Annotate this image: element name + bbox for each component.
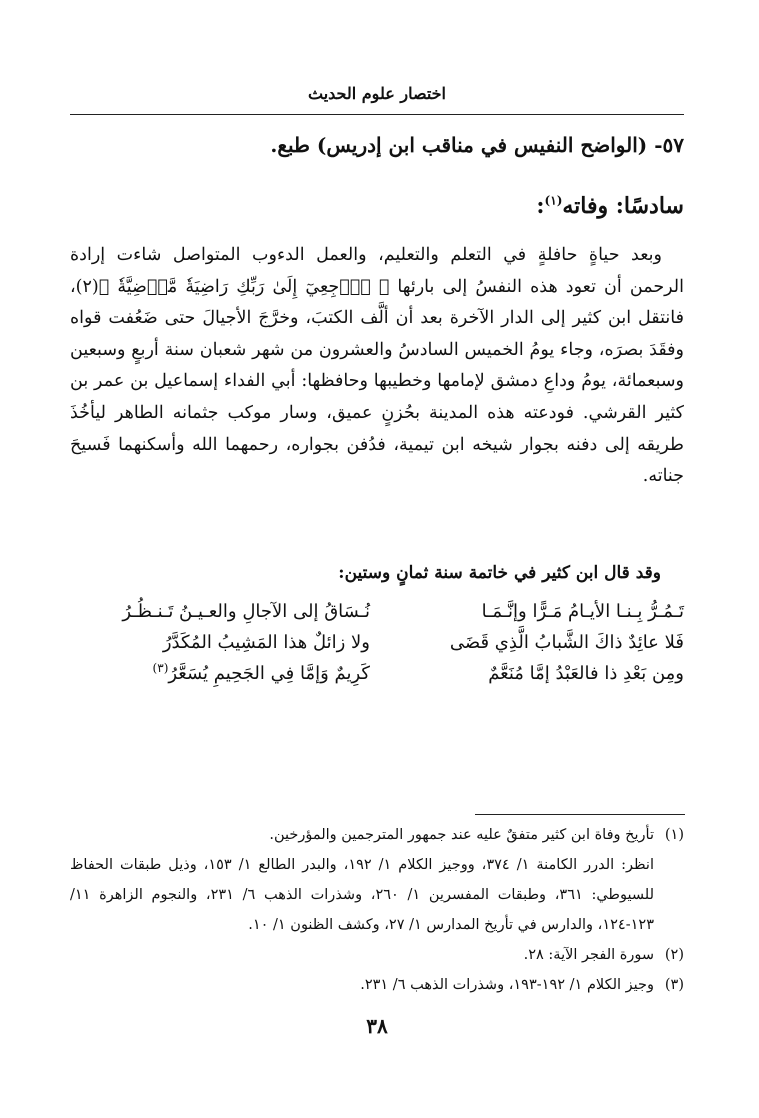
footnote-rule <box>475 814 685 815</box>
verse-second-hemistich <box>70 658 370 689</box>
footnote-number: (٢) <box>664 947 684 963</box>
list-item-57: ٥٧- (الواضح النفيس في مناقب ابن إدريس) طبع. <box>270 133 684 157</box>
footnote <box>70 940 684 970</box>
verse-intro: وقد قال ابن كثير في خاتمة سنة ثمانٍ وستين: <box>338 563 661 583</box>
verse-second-hemistich: ولا زائلٌ هذا المَشِيبُ المُكَدَّرُ <box>162 632 370 653</box>
footnote-number: (٣) <box>664 977 684 993</box>
verse-first-hemistich: ومِن بَعْدِ ذا فالعَبْدُ إمَّا مُنَعَّمٌ <box>488 663 684 684</box>
footnote-ref-1: (١) <box>544 193 563 208</box>
header-rule <box>70 114 684 115</box>
verse-line <box>70 658 684 689</box>
section-heading-text: سادسًا: وفاته <box>562 193 684 219</box>
footnote-text: وجيز الكلام ١/ ١٩٢-١٩٣، وشذرات الذهب ٦/ ٢٣١. <box>360 977 654 993</box>
verse-line <box>70 596 684 627</box>
footnote <box>70 970 684 1000</box>
verse-first-hemistich: تَـمُـرُّ بِـنـا الأيـامُ مَـرًّا وإنَّـمَـا <box>481 601 684 622</box>
footnote-number: (١) <box>664 827 684 843</box>
running-title: اختصار علوم الحديث <box>307 84 446 103</box>
section-heading <box>84 186 684 226</box>
footnote-text: سورة الفجر الآية: ٢٨. <box>523 947 654 963</box>
page-number: ٣٨ <box>366 1014 388 1038</box>
body-paragraph: وبعد حياةٍ حافلةٍ في التعلم والتعليم، والعمل الدءوب المتواصل شاءت إرادة الرحمن أن تعود هذه النفسُ إلى بارئها ﴿ ٱرۡجِعِيٓ إِلَىٰ رَبِّكِ رَاضِيَةٗ مَّرۡضِيَّةٗ ﴾(٢)، فانتقل ابن كثير إلى الدار الآخرة بعد أن ألَّف الكتبَ، وخرَّجَ الأجيالَ حتى ضَعُفت قواه وفقَدَ بصرَه، وجاء يومُ الخميس السادسُ والعشرون من شهر شعبان سنة أربعٍ وسبعين وسبعمائة، يومُ وداعِ دمشق لإمامها وخطيبها وحافظها: أبي الفداء إسماعيل بن عمر بن كثير القرشي. فودعته هذه المدينة بحُزنٍ عميق، وسار موكب جثمانه الطاهر ليأخُذَ طريقه إلى دفنه بجوار شيخه ابن تيمية، فدُفن بجواره، رحمهما الله وأسكنهما فَسيحَ جناته. <box>70 245 684 487</box>
verse-second-hemistich-text: كَرِيمٌ وَإمَّا فِي الجَحِيمِ يُسَعَّرُ <box>168 663 370 684</box>
verse-second-hemistich: نُـسَاقُ إلى الآجالِ والعـيـنُ تَـنـظُـرُ <box>122 601 370 622</box>
footnote-ref-3: (٣) <box>152 661 169 675</box>
footnote-continuation: انظر: الدرر الكامنة ١/ ٣٧٤، ووجيز الكلام ١/ ١٩٢، والبدر الطالع ١/ ١٥٣، وذيل طبقات الحفاظ للسيوطي: ٣٦١، وطبقات المفسرين ١/ ٢٦٠، وشذرات الذهب ٦/ ٢٣١، والنجوم الزاهرة ١١/ ١٢٣-١٢٤، والدارس في تأريخ المدارس ١/ ٢٧، وكشف الظنون ١/ ١٠. <box>70 857 654 933</box>
footnote-text: تأريخ وفاة ابن كثير متفقٌ عليه عند جمهور المترجمين والمؤرخين. <box>269 827 654 843</box>
footnotes <box>70 820 684 1000</box>
section-heading-colon: : <box>536 193 545 219</box>
verse-line <box>70 627 684 658</box>
body-text <box>70 240 684 493</box>
verse-first-hemistich: فَلا عائِدٌ ذاكَ الشَّبابُ الَّذِي قَضَى <box>449 632 684 653</box>
footnote <box>70 820 684 850</box>
poem <box>70 596 684 689</box>
